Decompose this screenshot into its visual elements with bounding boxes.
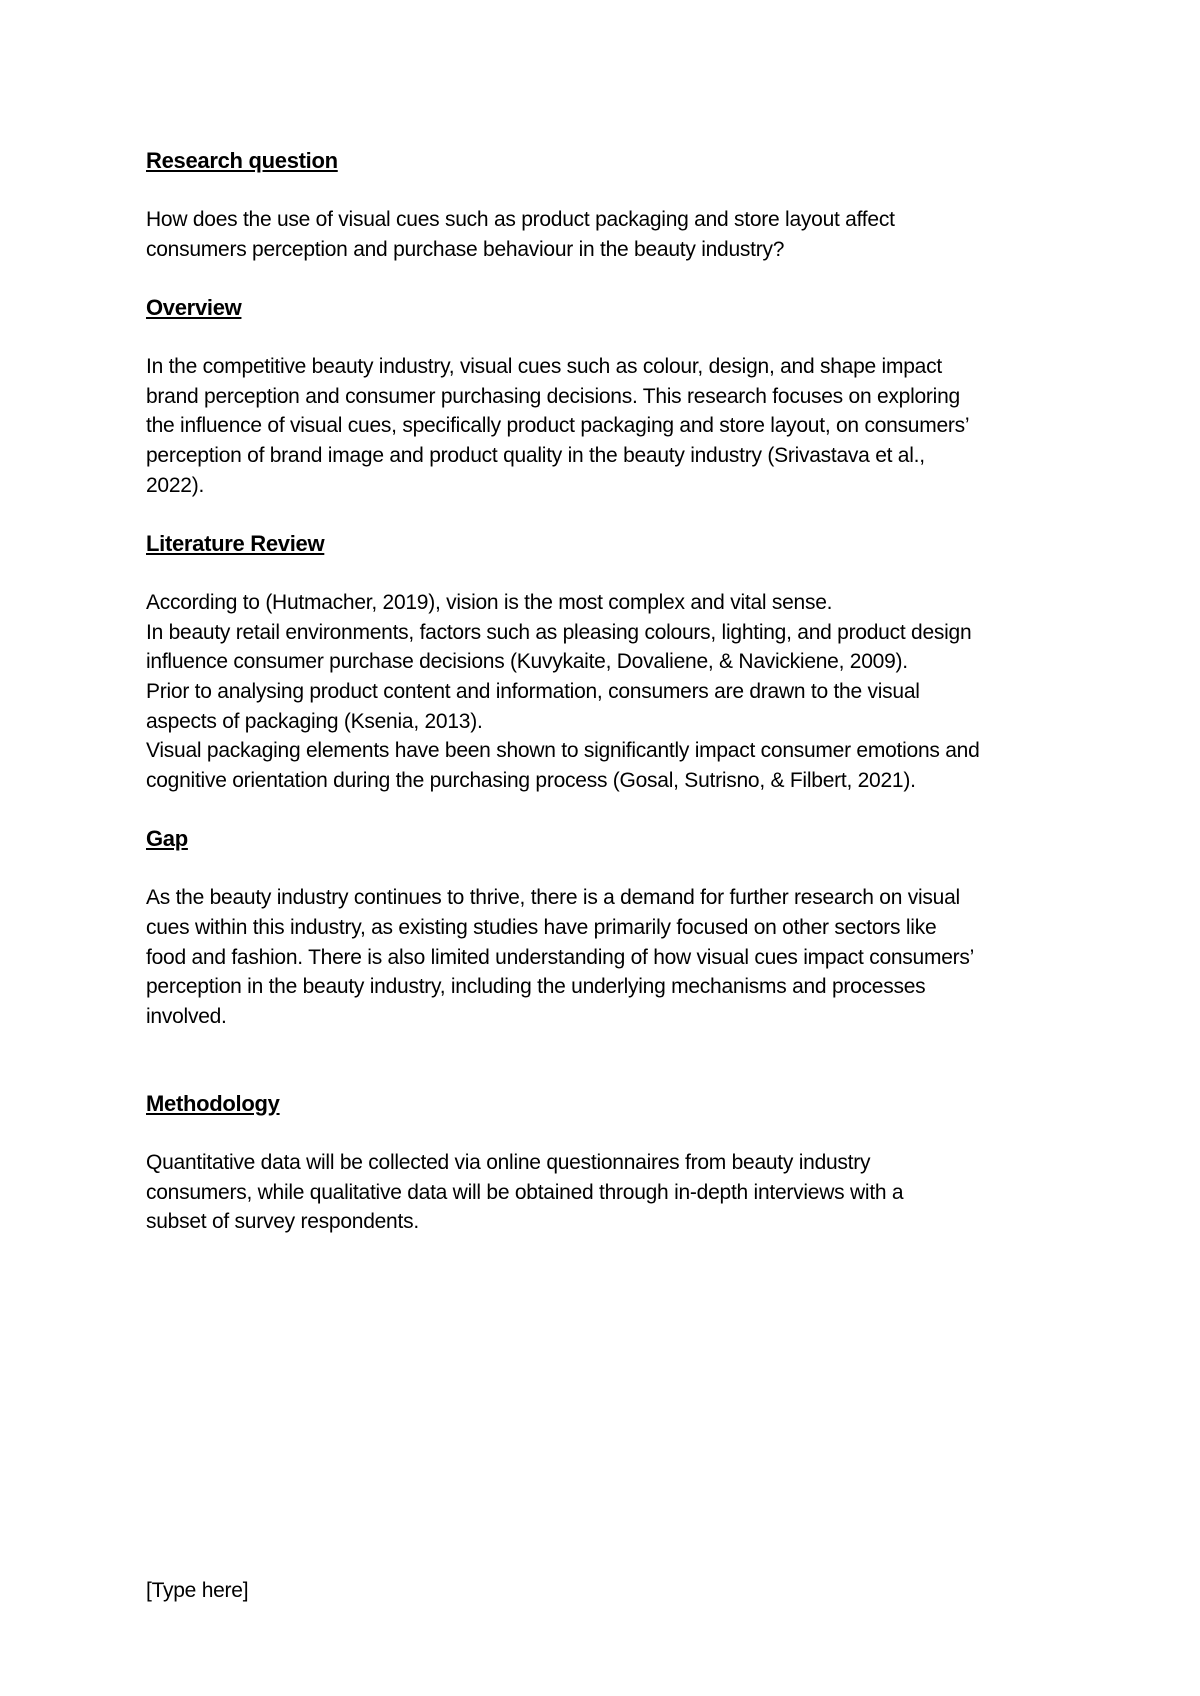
literature-review-heading: Literature Review xyxy=(146,531,325,557)
text-line: perception in the beauty industry, including the underlying mechanisms and processes xyxy=(146,975,926,999)
literature-review-text xyxy=(146,588,1076,795)
overview-heading: Overview xyxy=(146,295,242,321)
text-line: brand perception and consumer purchasing decisions. This research focuses on exploring xyxy=(146,384,960,408)
text-line: Visual packaging elements have been shown to significantly impact consumer emotions and xyxy=(146,739,980,763)
text-line: consumers, while qualitative data will be obtained through in-depth interviews with a xyxy=(146,1180,904,1204)
text-line: Prior to analysing product content and information, consumers are drawn to the visual xyxy=(146,679,920,703)
footer-placeholder[interactable]: [Type here] xyxy=(146,1579,249,1602)
text-line: cues within this industry, as existing studies have primarily focused on other sectors like xyxy=(146,915,937,939)
text-line: In beauty retail environments, factors such as pleasing colours, lighting, and product design xyxy=(146,620,972,644)
text-line: subset of survey respondents. xyxy=(146,1210,419,1234)
text-line: the influence of visual cues, specifically product packaging and store layout, on consumers’ xyxy=(146,414,970,438)
methodology-heading: Methodology xyxy=(146,1091,280,1117)
document-body xyxy=(146,146,1076,1237)
overview-text xyxy=(146,352,1076,500)
text-line: aspects of packaging (Ksenia, 2013). xyxy=(146,709,483,733)
gap-text xyxy=(146,883,1076,1031)
text-line: According to (Hutmacher, 2019), vision is the most complex and vital sense. xyxy=(146,591,833,615)
text-line: consumers perception and purchase behaviour in the beauty industry? xyxy=(146,237,785,261)
text-line: How does the use of visual cues such as product packaging and store layout affect xyxy=(146,208,895,231)
research-question-text xyxy=(146,205,1076,264)
text-line: In the competitive beauty industry, visual cues such as colour, design, and shape impact xyxy=(146,355,942,379)
text-line: perception of brand image and product quality in the beauty industry (Srivastava et al., xyxy=(146,443,925,467)
text-line: influence consumer purchase decisions (Kuvykaite, Dovaliene, & Navickiene, 2009). xyxy=(146,650,908,674)
gap-heading: Gap xyxy=(146,826,188,852)
text-line: Quantitative data will be collected via online questionnaires from beauty industry xyxy=(146,1151,871,1175)
text-line: 2022). xyxy=(146,473,205,497)
text-line: involved. xyxy=(146,1004,227,1028)
text-line: food and fashion. There is also limited understanding of how visual cues impact consumers’ xyxy=(146,945,975,969)
text-line: As the beauty industry continues to thrive, there is a demand for further research on visual xyxy=(146,886,960,910)
text-line: cognitive orientation during the purchasing process (Gosal, Sutrisno, & Filbert, 2021). xyxy=(146,768,916,792)
methodology-text xyxy=(146,1148,1076,1237)
research-question-heading: Research question xyxy=(146,148,338,173)
